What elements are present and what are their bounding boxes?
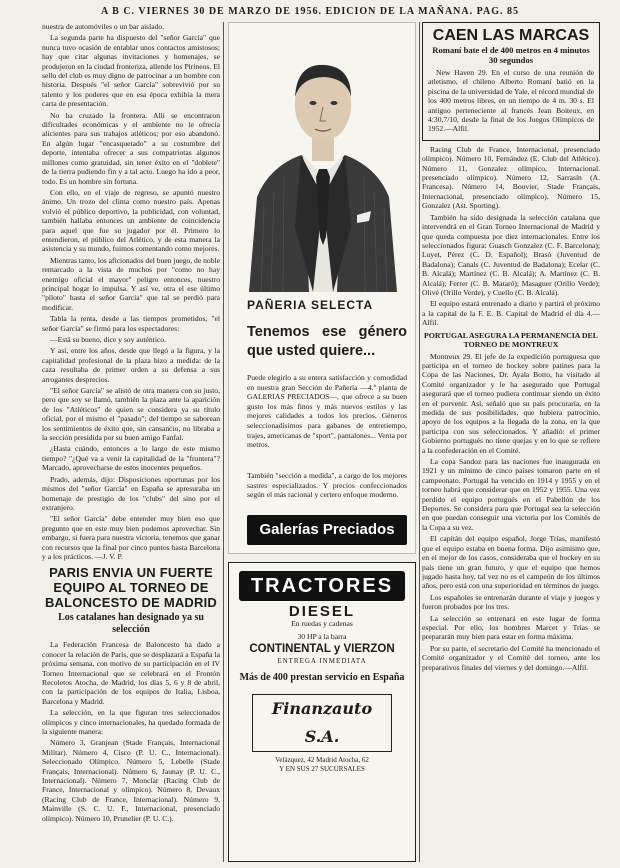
paragraph: La selección se entrenará en este lugar de forma especial. Por ello, los hombres Marcet y Trías se prepararán muy bien para estar en forma máxima. bbox=[422, 613, 600, 642]
paragraph: Los españoles se entrenarán durante el viaje y juegos y fueron probados por los tres. bbox=[422, 592, 600, 612]
paragraph: Tabla la renta, desde a las tiempos prometidos, "el señor García" se firmó para los espectadores: bbox=[42, 314, 220, 333]
paragraph: nuestra de automóviles o un bar aislado. bbox=[42, 22, 165, 31]
portugal-headline: PORTUGAL ASEGURA LA PERMANENCIA DEL TORNEO DE MONTREUX bbox=[424, 330, 598, 349]
right-column bbox=[422, 22, 600, 862]
galerias-preciados-ad bbox=[228, 22, 416, 554]
paragraph: Racing Club de France, Internacional, presenciado olímpico). Número 10, Fernández (E. Club del Atlético). Número 11, Gonzalez olímpico, Internacional. presenciado olímpico). Número 12, Sarrasín (A. Francesa). Número 14, Bouvier, Stade Français, Internacional, presenciado olímpico). Número 15, Gonzalez (Ast. Sporting). bbox=[422, 144, 600, 211]
page-header: A B C. VIERNES 30 DE MARZO DE 1956. EDICION DE LA MAÑANA. PAG. 85 bbox=[101, 6, 519, 17]
swimming-record-box bbox=[422, 22, 600, 141]
column-rule bbox=[223, 22, 224, 862]
paragraph: La copa Sandoz para las naciones fue inaugurada en 1921 y un mínimo de cinco países tomaron parte en el campeonato. Portugal ha vencido en 1914 y 1955 y en el torneo habrá que considerar que en 1952 y 1955. Una vez perdido el equipo portugués en el Pabellón de los Deportes. Se considera para que Portugal sea la selección en que puedan conseguir una victoria por los Comités de la Copa a su vez. bbox=[422, 457, 600, 532]
paragraph: Prado, además, dijo: Disposiciones oportunas por los mismos del "señor García" en España se apresuraba un homenaje de prestigio de los "clubs" del sino por el extranjero. bbox=[42, 474, 220, 512]
paragraph: Mientras tanto, los aficionados del buen juego, de noble remarcado a la vista de muchos por "como no hay enemigo oficial el mayor" peligro entonces, nuestro principal hogar lo impulsa. Y así ve, otra el ese último "piloto" hasta el señor García" que tal se perdió para modificar. bbox=[42, 255, 220, 312]
paragraph: Por su parte, el secretario del Comité ha mencionado el Comité organizador y el Comité del torneo, ante los preparativos finales del viernes y del domingo.—Alfil. bbox=[422, 643, 600, 672]
paragraph: Y así, entre los años, desde que llegó a la figura, y la capitalidad profesional de la plaza hizo a medida: de la caza resultaba de primer orden a su defensa a sus arrogantes desprecios. bbox=[42, 346, 220, 384]
box-title: CAEN LAS MARCAS bbox=[432, 27, 590, 44]
diesel-label: DIESEL bbox=[288, 603, 356, 620]
basketball-headline: PARIS ENVIA UN FUERTE EQUIPO AL TORNEO DE BALONCESTO DE MADRID bbox=[44, 565, 218, 611]
galerias-preciados-logo: Galerías Preciados bbox=[247, 515, 407, 545]
paragraph: Con ello, en el viaje de regreso, se apuntó nuestro ánimo. Un trozo del clima como nuestro país. Apenas volvió el público deportivo, la publicidad, con voluntad, también hallaba entonces un ambiente de coincidencia para aquel que fue su jugador por él. Primero lo entendieron, el público del Atlético, y de esta manera la asistencia y su mundo, fuimos comentando como mejores. bbox=[42, 187, 220, 254]
paragraph: El capitán del equipo español, Jorge Trías, manifestó que el equipo estaba en buena forma. Dijo asimismo que, en el mejor de los casos, consideraba que el hockey en su país tiene un gran futuro, y que el equipo que hemos jugado hasta hoy, tal vez no es el campeón de los últimos años, pero está con una superioridad en términos de juego. bbox=[422, 534, 600, 591]
wheels-text: En ruedas y cadenas bbox=[291, 619, 353, 629]
paragraph: Montreux 29. El jefe de la expedición portuguesa que participa en el torneo de hockey sobre patines para la Copa de las Naciones, Dr. Ayala Botto, ha visitado al Comité organizador y le ha asegurado que Portugal asegurará que el torneo pudiera continuar siendo un éxito en el porvenir. Así, señaló que su país procuraría, en la medida de sus posibilidades, que hubiera patrocinio, apoyo de los equipos a la llegada de la zona, en la que participa con sus seleccionados. Y añadió: el primer Gobierno portugués no tiene quejas y en lo que se refiere a la confederación en el Comité. bbox=[422, 351, 600, 455]
finanzauto-logo: Finanzauto S.A. bbox=[252, 694, 392, 752]
man-in-suit-illustration bbox=[239, 27, 407, 292]
dealer-branches: Y EN SUS 27 SUCURSALES bbox=[279, 765, 365, 774]
column-rule bbox=[419, 22, 420, 862]
ad-body-text: Puede elegirlo a su entera satisfacción y comodidad en nuestra gran Sección de Pañería —4.ª planta de GALERIAS PRECIADOS—, que ofrece a su buen gusto los más finos y más nuevos estilos y las mejores calidades a todos los precios. Géneros seleccionadísimos para gabanes de entretiempo, trajes, americanas de "sport", pantalones... Venta por metros. bbox=[247, 373, 407, 450]
box-text: New Haven 29. En el curso de una reunión de atletismo, el chileno Alberto Romaní batió en la piscina de la universidad de Yale, el récord mundial de los 400 metros libres, en un tiempo de 4 m. 30 s. El antiguo perteneciente al francés Jean Boiteux, en 4:30,7/10, desde la final de los Juegos Olímpicos de 1952.—Alfil. bbox=[428, 68, 594, 134]
middle-column bbox=[228, 22, 416, 862]
paragraph: La Federación Francesa de Baloncesto ha dado a conocer la relación de París, que se desplazará a España la próxima semana, con motivo de su participación en el IV Torneo Internacional que se celebrará en el Frontón Recoletos Atocha, de Madrid, los días 5, 6 y 8 de abril, con la participación de los equipos de Italia, Lisboa, Barcelona y Madrid. bbox=[42, 640, 220, 706]
paragraph: No ha cruzado la frontera. Allí se encontraron dificultades económicas y el ambiente no le ofrecía alicientes para sus trabajos atléticos; por eso abandonó. En algún lugar "encasquetado" a su costumbre del deporte, intentaba ofrecer a sus compatriotas algunos millones como gratuidad, sin tener éxito en el "doblete" de la tierra pudiendo fin y a tal acto. Luego ha ido a peor, todo. Es un hombre sin fortuna. bbox=[42, 110, 220, 186]
left-text-top bbox=[42, 22, 220, 561]
tractor-brand: CONTINENTAL y VIERZON bbox=[249, 643, 395, 656]
paragraph: El equipo estará entrenado a diario y partirá el próximo a la capital de la F. E. B. Capital de Madrid el día 4.—Alfil. bbox=[422, 299, 600, 328]
basketball-subhead: Los catalanes han designado ya su selección bbox=[58, 612, 204, 636]
paragraph: La segunda parte ha dispuesto del "señor García" que nunca tuvo ocasión de entablar unos contactos amistosos; hay que citar algunas invitaciones y homenajes, se produjeron en la ciudad fronteriza, allende los Pirineos. El sello del club es muy digno de patrocinar a un hombre con historia. Después "el señor García" sobrevivió por su talento y los poderes que en esa época exhibía la mera carta de presentación. bbox=[42, 33, 220, 109]
paragraph: —Está su bueno, dice y soy auténtico. bbox=[50, 335, 166, 344]
power-text: 30 HP a la barra bbox=[297, 631, 347, 641]
paragraph: Número 3, Granjean (Stade Français, Internacional Militar). Número 4, Cisco (P. U. C., Internacional). Seleccionado Olímpico. Número 5, Lebelle (Stade Français, Internacional). Número 6, Jaunay (P. U. C., Internacional). Número 7, Monclar (Racing Club de France, Internacional y olímpico). Número 8, Devaux (Racing Club de France, Internacional). Número 9, Mainville (S. C. U. F., Internacional, presenciado olímpico). Número 10, Prunelier (P. U. C.). bbox=[42, 738, 220, 823]
paragraph: ¿Hasta cuándo, entonces a lo largo de este mismo tiempo? "¿Qué va a venir la capitalidad de la "frontera"? Marcado, aprovecharse de estos inocentes pequeños. bbox=[42, 444, 220, 473]
ad-body-text-2: También "sección a medida", a cargo de los mejores sastres especializados. Y precios confeccionados según el más racional y certero enfoque moderno. bbox=[247, 471, 407, 500]
tractores-title: TRACTORES bbox=[239, 571, 405, 601]
paragraph: La selección, en la que figuran tres seleccionados olímpicos y cinco internacionales, ha quedado formada de la siguiente manera: bbox=[42, 708, 220, 736]
ad-tagline: Tenemos ese género que usted quiere... bbox=[247, 324, 407, 359]
tractores-ad bbox=[228, 562, 416, 862]
ad-brand-label: PAÑERIA SELECTA bbox=[247, 298, 374, 312]
dealer-address: Velázquez, 42 Madrid Atocha, 62 bbox=[275, 756, 369, 765]
delivery-text: ENTREGA INMEDIATA bbox=[277, 656, 367, 665]
paragraph: "El señor García" se alistó de otra manera con su justo, pero que soy se llamó, también la plaza ante la aparición de los "Atléticos" de quien se considera ya su título oficial, por el mismo el "pasado"; del tiempo se saborean los sentimientos de éxito que, sin cansancio, no libraba a la sección presidida por su buen amigo Fanfal. bbox=[42, 386, 220, 443]
left-column bbox=[42, 22, 220, 862]
fleet-text: Más de 400 prestan servicio en España bbox=[239, 672, 405, 684]
paragraph: También ha sido designada la selección catalana que intervendrá en el Gran Torneo Internacional de Madrid y que queda compuesta por diez internacionales. Entre los seleccionados figura: Guasch Gonzalez (C. F. Barcelona); Luyet, Pérez (C. D. Español); Brasó (Juventud de Badalona); Canals (C. Juventud de Badalona); Ecelar (C. B. Alcalá); Martínez (C. B. Alcalá); A. Martínez (C. B. Alcalá); Ferrer (C. B. Mataró); Masaguer (Orillo Verde); Olivé (Orillo Verde), y Cuello (C. B. Alcalá). bbox=[422, 212, 600, 297]
left-text-bottom bbox=[42, 640, 220, 823]
box-subtitle: Romaní bate el de 400 metros en 4 minutos 30 segundos bbox=[432, 45, 590, 65]
paragraph: "El señor García" debe entender muy bien eso que pregunto que en este muy bien podemos aprovechar. Sin embargo, si fuera para nuestra victoria, tenemos que ganar con recursos que la final por cinco puntos hasta Barcelona y a los prácticos. —J. V. P. bbox=[42, 514, 220, 561]
